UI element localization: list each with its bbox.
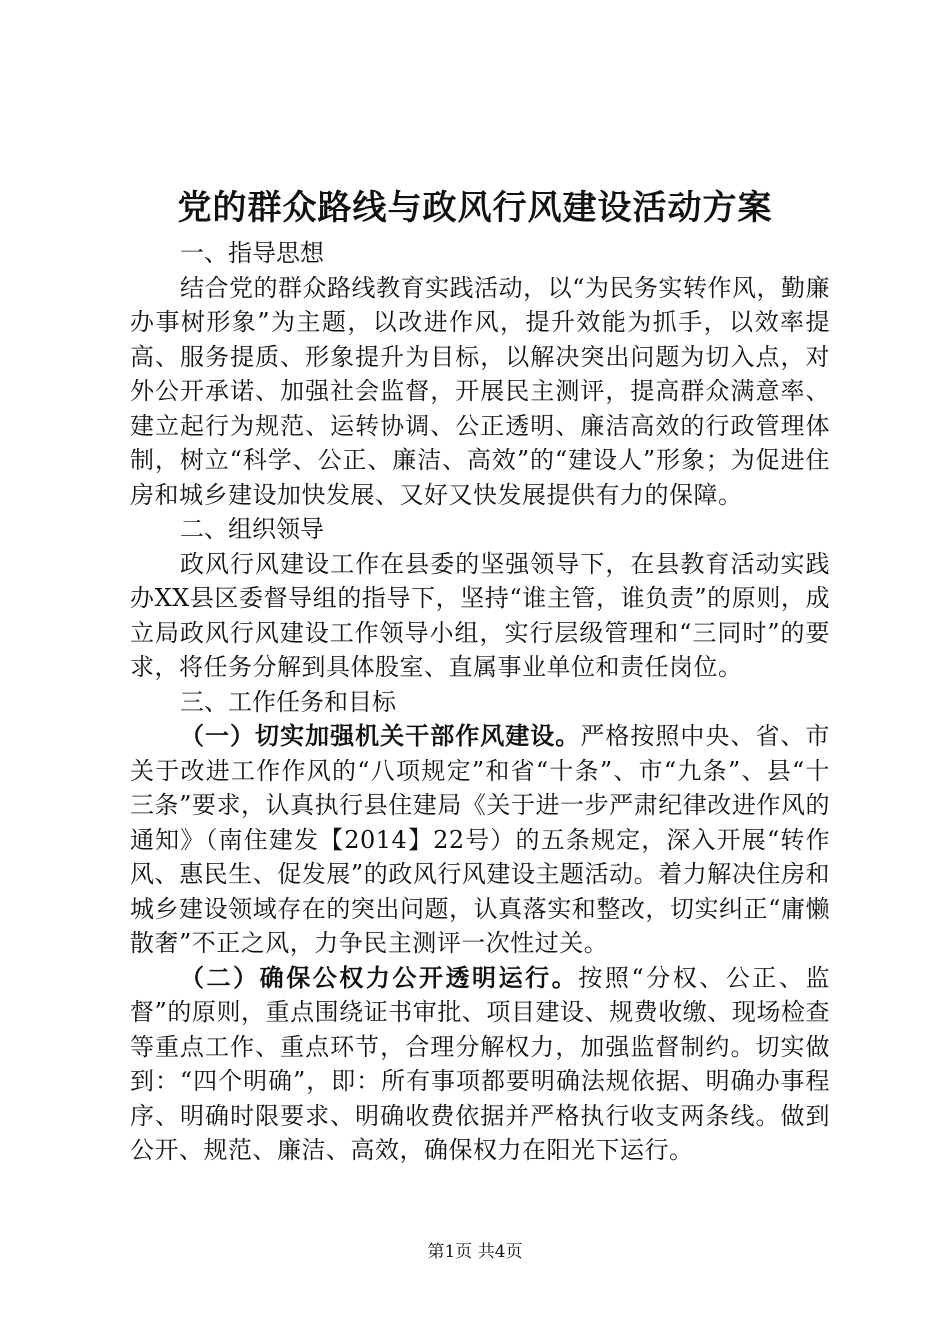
section-paragraph: 结合党的群众路线教育实践活动，以“为民务实转作风，勤廉办事树形象”为主题，以改进作风，提升效能为抓手，以效率提高、服务提质、形象提升为目标，以解决突出问题为切入点，对外公开承诺、加强社会监督，开展民主测评，提高群众满意率、建立起行为规范、运转协调、公正透明、廉洁高效的行政管理体制，树立“科学、公正、廉洁、高效”的“建设人”形象；为促进住房和城乡建设加快发展、又好又快发展提供有力的保障。 xyxy=(130,273,830,509)
task-item-text: 严格按照中央、省、市关于改进工作作风的“八项规定”和省“十条”、市“九条”、县“十三条”要求，认真执行县住建局《关于进一步严肃纪律改进作风的通知》（南住建发【2014】22号）的五条规定，深入开展“转作风、惠民生、促发展”的政风行风建设主题活动。着力解决住房和城乡建设领域存在的突出问题，认真落实和整改，切实纠正“庸懒散奢”不正之风，力争民主测评一次性过关。 xyxy=(130,722,831,957)
document-title: 党的群众路线与政风行风建设活动方案 xyxy=(177,188,773,228)
task-item-text: 按照“分权、公正、监督”的原则，重点围绕证书审批、项目建设、规费收缴、现场检查等重点工作、重点环节，合理分解权力，加强监督制约。切实做到：“四个明确”，即：所有事项都要明确法规依据、明确办事程序、明确时限要求、明确收费依据并严格执行收支两条线。做到公开、规范、廉洁、高效，确保权力在阳光下运行。 xyxy=(130,963,830,1164)
task-item xyxy=(130,719,830,961)
task-item xyxy=(130,961,830,1168)
task-item-lead: （一）切实加强机关干部作风建设。 xyxy=(180,722,581,750)
section-heading-tasks-goals: 三、工作任务和目标 xyxy=(180,687,396,716)
task-item-lead: （二）确保公权力公开透明运行。 xyxy=(180,963,579,992)
document-body xyxy=(130,236,830,1168)
page-number-footer: 第1页 共4页 xyxy=(427,1242,523,1262)
section-heading-organization: 二、组织领导 xyxy=(180,515,324,543)
section-paragraph: 政风行风建设工作在县委的坚强领导下，在县教育活动实践办XX县区委督导组的指导下，坚持“谁主管，谁负责”的原则，成立局政风行风建设工作领导小组，实行层级管理和“三同时”的要求，将任务分解到具体股室、直属事业单位和责任岗位。 xyxy=(130,549,830,681)
section-heading-guiding-ideology: 一、指导思想 xyxy=(180,239,324,267)
